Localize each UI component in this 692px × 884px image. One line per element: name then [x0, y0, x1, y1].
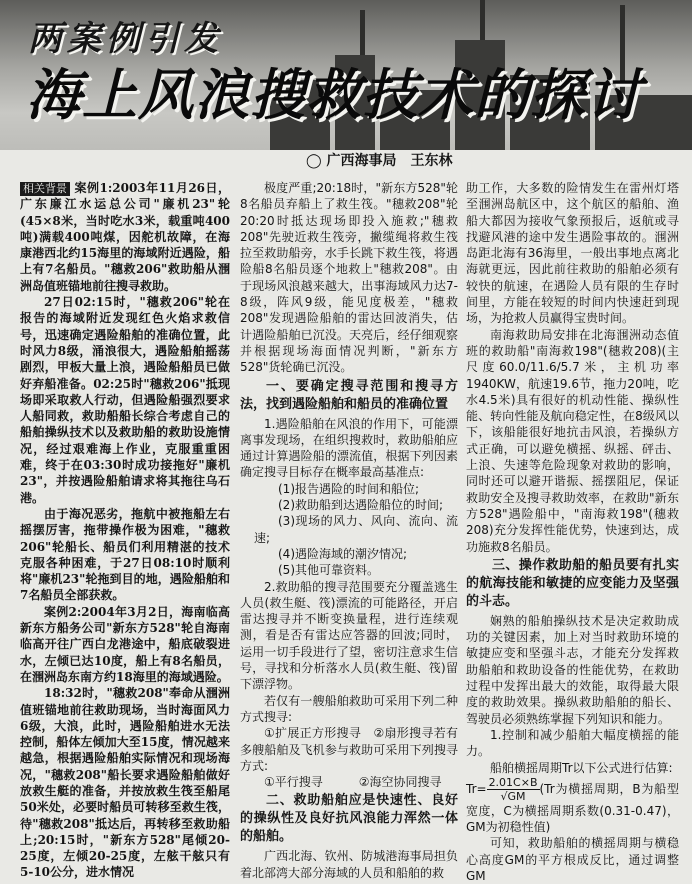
column-3 [466, 180, 679, 884]
formula-numerator: 2.01C×B [488, 775, 538, 789]
paragraph: 若仅有一艘船舶救助可采用下列二种方式搜寻: [240, 693, 458, 724]
related-background-tag: 相关背景 [20, 182, 70, 196]
case-2-paragraph: 案例2:2004年3月2日，海南临高新东方船务公司"新东方528"轮自海南临高开往广西白龙港途中，船底破裂进水，左倾已达10度，船上有8名船员，在涠洲岛东南方约18海里的海域遇险。 [20, 604, 230, 684]
column-1 [20, 180, 230, 881]
search-methods-line: ①扩展正方形搜寻 ②扇形搜寻若有多艘船舶及飞机参与救助可采用下列搜寻方式: [240, 726, 458, 773]
paragraph: 助工作，大多数的险情发生在雷州灯塔至涠洲岛航区中，这个航区的船舶、渔船大都因为接收气象预报后，返航或寻找避风港的途中发生遇险事故的。涠洲岛距北海有36海里，一般出事地点离北海就更远，因此前往救助的船舶必须有较快的航速，在遇险人员有限的生存时间里，方能在较短的时间内快速赶到现场，为抢救人员赢得宝贵时间。 [466, 181, 679, 326]
series-title: 两案例引发 [28, 19, 223, 59]
paragraph: 1.遇险船舶在风浪的作用下，可能漂离事发现场，在组织搜救时，救助船舶应通过计算遇险船的漂流值，根据下列因素确定搜寻目标存在概率最高基准点: [240, 416, 458, 480]
paragraph: 18:32时，"穗救208"奉命从涠洲值班锚地前往救助现场，当时海面风力6级，大浪，此时，遇险船舶进水无法控制，船体左倾加大至15度，情况越来越急，根据遇险船舶实际情况和现场海况，"穗救208"船长要求遇险船舶做好放救生艇的准备，并按放救生筏至船尾50米处，必要时船员可转移至救生筏，待"穗救208"抵达后，再转移至救助船上;20:15时，"新东方528"尾倾20-25度，左倾20-25度，左舷干舷只有5-10公分，进水情况 [20, 686, 230, 880]
paragraph: 广西北海、钦州、防城港海事局担负着北部湾大部分海域的人员和船舶的救 [240, 849, 458, 880]
list-item: (5)其他可靠资料。 [278, 563, 379, 578]
formula-fraction [487, 776, 540, 803]
section-heading-2: 二、救助船舶应是快速性、良好的操纵性及良好抗风浪能力浑然一体的船舶。 [240, 793, 458, 845]
formula-explanation: (Tr为横摇周期，B为船型宽度，C为横摇周期系数(0.31-0.47)，GM为初稳性值) [466, 781, 679, 835]
paragraph: 1.控制和减少船舶大幅度横摇的能力。 [466, 727, 679, 759]
list-item: (1)报告遇险的时间和船位; [278, 481, 420, 496]
author-line: ◯ 广西海事局 王东林 [306, 153, 453, 169]
case-1-paragraph [20, 180, 230, 294]
paragraph: 船舶横摇周期Tr以下公式进行估算: [490, 760, 673, 775]
formula-prefix: Tr= [466, 781, 487, 796]
section-heading-1: 一、要确定搜寻范围和搜寻方法，找到遇险船舶和船员的准确位置 [240, 378, 458, 412]
paragraph: 2.救助船的搜寻范围要充分覆盖逃生人员(救生艇、筏)漂流的可能路径，开启雷达搜寻并不断变换量程，进行连续观测，看是否有雷达应答器的回波;同时，运用一切手段进行了望，密切注意求生信号，寻找和分析落水人员(救生艇、筏)留下漂浮物。 [240, 579, 458, 692]
column-2 [240, 180, 458, 881]
paragraph: 娴熟的船舶操纵技术是决定救助成功的关键因素，加上对当时救助环境的敏捷应变和坚强斗志，才能充分发挥救助船舶和救助设备的性能优势，在救助过程中发挥出最大的效能，取得最大限度的救助效果。操纵救助船舶的船长、驾驶员必须熟练掌握下列知识和能力。 [466, 613, 679, 726]
paragraph: 可知，救助船舶的横摇周期与横稳心高度GM的平方根成反比，通过调整GM [466, 836, 679, 883]
roll-period-formula [466, 776, 679, 836]
list-item: (2)救助船到达遇险船位的时间; [278, 498, 444, 513]
list-item: (4)遇险海域的潮汐情况; [278, 546, 408, 561]
paragraph: 由于海况恶劣，拖航中被拖船左右摇摆厉害，拖带操作极为困难，"穗救206"轮船长、船员们利用精湛的技术克服各种困难，于27日08:10时顺利将"廉机23"轮拖到目的地，遇险船舶和7名船员全部获救。 [20, 506, 230, 603]
paragraph: 南海救助局安排在北海涠洲动态值班的救助船"南海救198"(穗救208)(主尺度60.0/11.6/5.7米，主机功率1940KW，航速19.6节，拖力20吨，吃水4.5米)具有很好的机动性能、操纵性能、转向性能及航向稳定性，在8级风以下，该船能很好地抗击风浪，若操纵方式正确，可以避免横摇、纵摇、砰击、上浪、失速等危险现象对救助的影响，同时还可以避开谐振、摇摆阻尼，保证救助安全及搜寻救助效率，在救助"新东方528"遇险船中，"南海救198"(穗救208)充分发挥性能优势，快速到达，成功施救8名船员。 [466, 327, 679, 554]
banner-chimney [360, 10, 365, 55]
header-banner [0, 0, 692, 150]
formula-denominator: √GM [500, 789, 526, 803]
search-methods-line: ①平行搜寻 ②海空协同搜寻 [264, 775, 442, 790]
list-item: (3)现场的风力、风向、流向、流速; [254, 514, 458, 545]
banner-chimney [480, 0, 485, 40]
page-title: 海上风浪搜救技术的探讨 [26, 63, 643, 127]
case-1-text: 案例1:2003年11月26日，广东廉江水运总公司"廉机23"轮(45×8米，当时吃水3米，载重吨400吨)满载400吨煤，因舵机故障，在海康港西北约15海里的海域附近遇险，船上有7名船员。"穗救206"救助船从涠洲岛值班锚地前往搜寻救助。 [20, 181, 230, 293]
section-heading-3: 三、操作救助船的船员要有扎实的航海技能和敏捷的应变能力及坚强的斗志。 [466, 557, 679, 609]
paragraph: 极度严重;20:18时，"新东方528"轮8名船员弃船上了救生筏。"穗救208"轮20:20时抵达现场即投入施救;"穗救208"先驶近救生筏旁，撇缆绳将救生筏拉至救助船旁，水手长跳下救生筏，将遇险船8名船员逐个地救上"穗救208"。由于现场风浪越来越大，出事海域风力达7-8级，阵风9级，能见度极差，"穗救208"发现遇险船舶的雷达回波消失，估计遇险船舶已沉没。天亮后，经仔细观察并根据现场海面情况判断，"新东方528"货轮确已沉没。 [240, 181, 458, 375]
paragraph: 27日02:15时，"穗救206"轮在报告的海域附近发现红色火焰求救信号，迅速确定遇险船舶的准确位置，此时风力8级，涌浪很大，遇险船舶摇荡剧烈，甲板大量上浪，遇险船船员已做好弃船准备。02:25时"穗救206"抵现场即采取救人行动，但遇险船强烈要求人船同救，救助船船长综合考虑自己的船舶操纵技术以及救助船的救助设施情况，经过艰难海上作业，克服重重困难，终于在03:30时成功接拖好"廉机23"，并按遇险船舶请求将其拖往乌石港。 [20, 295, 230, 505]
